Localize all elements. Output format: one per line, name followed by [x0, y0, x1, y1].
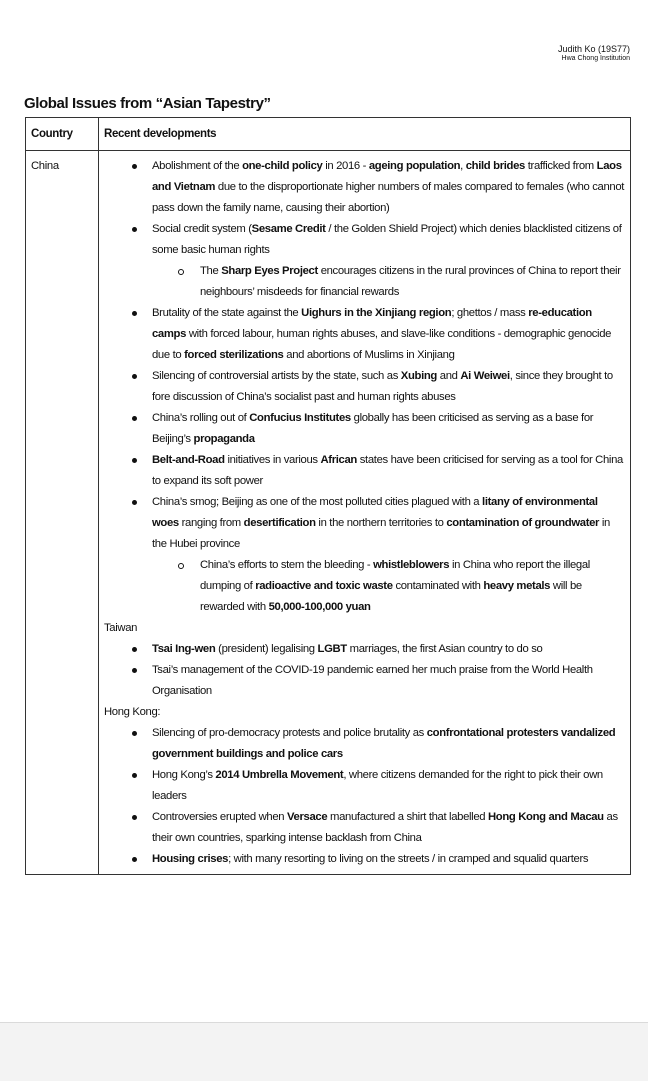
region-label-taiwan: Taiwan	[104, 622, 138, 634]
taiwan-bullet-list	[104, 639, 625, 702]
country-cell: China	[26, 151, 99, 875]
list-item: Social credit system (Sesame Credit / the Golden Shield Project) which denies blacklisted citizens of some basic human rights The Sharp Eyes Project encourages citizens in the rural provinces of China to report their neighbours’ misdeeds for financial rewards	[152, 219, 625, 303]
list-item: China’s rolling out of Confucius Institutes globally has been criticised as serving as a base for Beijing’s propaganda	[152, 408, 625, 450]
sub-bullet-list	[152, 261, 625, 303]
author-name: Judith Ko (19S77)	[557, 44, 630, 54]
list-item: Tsai Ing-wen (president) legalising LGBT marriages, the first Asian country to do so	[152, 639, 625, 660]
school-name: Hwa Chong Institution	[561, 55, 630, 63]
list-item: Housing crises; with many resorting to living on the streets / in cramped and squalid quarters	[152, 849, 625, 870]
list-item: Controversies erupted when Versace manufactured a shirt that labelled Hong Kong and Macau as their own countries, sparking intense backlash from China	[152, 807, 625, 849]
column-header-country: Country	[26, 118, 99, 151]
document-header	[558, 44, 630, 64]
list-item: Belt-and-Road initiatives in various African states have been criticised for serving as a tool for China to expand its soft power	[152, 450, 625, 492]
list-item: Silencing of controversial artists by the state, such as Xubing and Ai Weiwei, since they brought to fore discussion of China’s socialist past and human rights abuses	[152, 366, 625, 408]
column-header-developments: Recent developments	[99, 118, 631, 151]
list-item: China’s smog; Beijing as one of the most polluted cities plagued with a litany of environmental woes ranging from desertification in the northern territories to contamination of groundwater in the Hubei province China’s efforts to stem the bleeding - whistleblowers in China who report the illegal dumping of radioactive and toxic waste contaminated with heavy metals will be rewarded with 50,000-100,000 yuan	[152, 492, 625, 618]
developments-cell	[99, 151, 631, 875]
list-item: Brutality of the state against the Uighurs in the Xinjiang region; ghettos / mass re-education camps with forced labour, human rights abuses, and slave-like conditions - demographic genocide due to forced sterilizations and abortions of Muslims in Xinjiang	[152, 303, 625, 366]
table-header-row	[26, 118, 631, 151]
hong-kong-bullet-list	[104, 723, 625, 870]
sub-list-item: The Sharp Eyes Project encourages citizens in the rural provinces of China to report their neighbours’ misdeeds for financial rewards	[200, 261, 625, 303]
table-row	[26, 151, 631, 875]
list-item: Tsai’s management of the COVID-19 pandemic earned her much praise from the World Health Organisation	[152, 660, 625, 702]
list-item: Silencing of pro-democracy protests and police brutality as confrontational protesters vandalized government buildings and police cars	[152, 723, 625, 765]
sub-list-item: China’s efforts to stem the bleeding - whistleblowers in China who report the illegal dumping of radioactive and toxic waste contaminated with heavy metals will be rewarded with 50,000-100,000 yuan	[200, 555, 625, 618]
page-title: Global Issues from “Asian Tapestry”	[24, 95, 271, 112]
list-item: Hong Kong’s 2014 Umbrella Movement, where citizens demanded for the right to pick their own leaders	[152, 765, 625, 807]
china-bullet-list	[104, 156, 625, 618]
list-item: Abolishment of the one-child policy in 2016 - ageing population, child brides trafficked from Laos and Vietnam due to the disproportionate higher numbers of males compared to females (who cannot pass down the family name, causing their abortion)	[152, 156, 625, 219]
page-divider	[0, 1022, 648, 1081]
sub-bullet-list	[152, 555, 625, 618]
region-label-hong-kong: Hong Kong:	[104, 706, 161, 718]
issues-table	[25, 117, 631, 875]
